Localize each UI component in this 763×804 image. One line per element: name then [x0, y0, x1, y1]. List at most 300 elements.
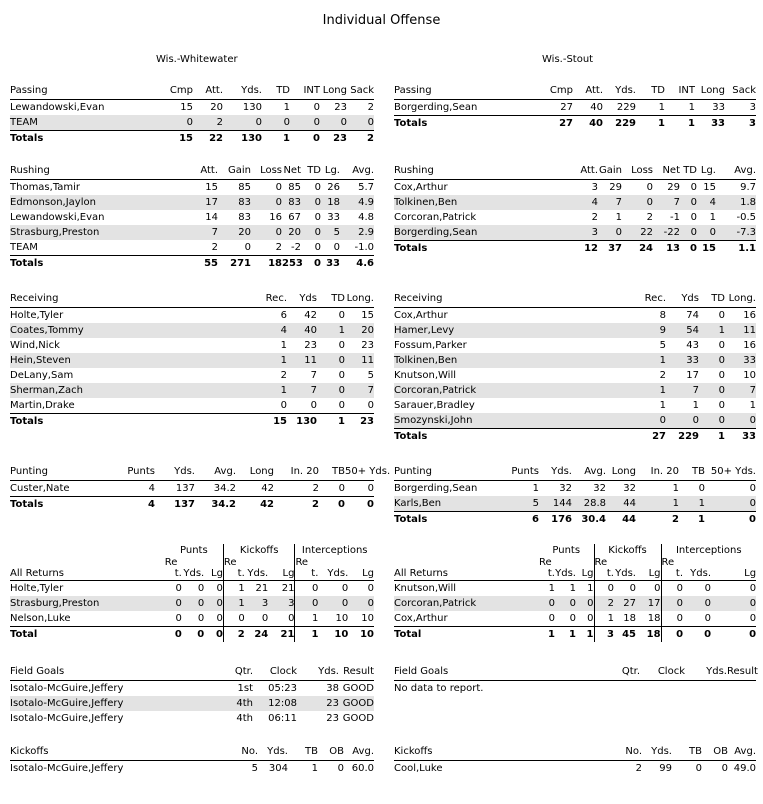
table-row: [10, 681, 374, 697]
stat-cell: 32: [559, 483, 572, 494]
spacer: [394, 557, 539, 568]
group-header: Kickoffs: [594, 544, 661, 557]
table-row: [394, 323, 756, 338]
stat-cell: 3: [591, 182, 598, 193]
group-header: Kickoffs: [223, 544, 295, 557]
player-name: Wind,Nick: [10, 340, 60, 351]
total-cell: 253: [282, 256, 301, 272]
stat-cell: 5: [321, 225, 340, 240]
stat-cell: 3: [245, 596, 268, 611]
column-header: Yds: [287, 291, 317, 308]
stat-cell: 0: [680, 225, 697, 241]
totals-label: Totals: [10, 131, 155, 147]
column-header: Lg: [348, 568, 374, 581]
totals-row: [10, 256, 374, 272]
total-cell: 137: [155, 497, 195, 513]
totals-row: [10, 414, 374, 430]
stat-cell: 23: [361, 340, 374, 351]
player-name: DeLany,Sam: [10, 370, 74, 381]
column-header: t.: [295, 568, 318, 581]
column-header: Lg.: [321, 163, 340, 180]
stat-cell: 5.7: [358, 182, 374, 193]
stat-cell: 18: [647, 613, 661, 624]
column-header: Sack: [725, 83, 756, 100]
stat-cell: 0: [639, 413, 666, 429]
stat-cell: 0: [301, 195, 321, 210]
table-row: [394, 611, 756, 627]
player-name: Borgerding,Sean: [394, 102, 478, 113]
stat-cell: 0: [314, 212, 321, 223]
total-cell: 0: [290, 131, 320, 147]
stat-cell: GOOD: [339, 696, 374, 711]
stat-cell: 1: [587, 583, 594, 594]
table-row: [10, 100, 374, 116]
stat-cell: 0: [654, 583, 661, 594]
header-row: [394, 744, 756, 761]
column-header: Yds.: [258, 744, 288, 761]
stat-cell: 17: [686, 370, 699, 381]
table-row: [10, 596, 374, 611]
stat-cell: 0: [367, 400, 374, 411]
total-cell: 1: [636, 116, 665, 132]
table-row: [10, 225, 374, 240]
stat-cell: 20: [218, 225, 251, 240]
table-row: [10, 323, 374, 338]
rushing-section-right: [394, 163, 756, 256]
player-name: Cool,Luke: [394, 763, 443, 774]
player-name: Fossum,Parker: [394, 340, 467, 351]
stat-cell: 1: [672, 483, 679, 494]
player-name: Knutson,Will: [394, 370, 457, 381]
spacer: [10, 557, 165, 568]
column-header: Yds.: [539, 464, 572, 481]
column-header: Yds.: [297, 664, 339, 681]
player-name: Strasburg,Preston: [10, 596, 165, 611]
column-header: TD: [636, 83, 665, 100]
column-header: Yds.: [615, 568, 636, 579]
column-header: Yds.: [555, 568, 576, 579]
stat-cell: 1st: [237, 683, 253, 694]
total-cell: 0: [301, 256, 321, 272]
total-cell: 34.2: [195, 497, 236, 513]
stat-cell: 0: [280, 400, 287, 411]
page-title: Individual Offense: [322, 13, 441, 28]
stat-cell: 0: [698, 483, 705, 494]
column-header: Avg.: [195, 464, 236, 481]
punting-table: [10, 464, 391, 512]
stat-cell: 144: [539, 496, 572, 512]
table-row: [10, 240, 374, 256]
stat-cell: 0: [622, 195, 653, 210]
column-header: Yds.: [183, 568, 205, 579]
table-row: [10, 338, 374, 353]
stat-cell: 60.0: [351, 763, 374, 774]
table-row: [10, 308, 374, 324]
stat-cell: 7: [725, 383, 756, 398]
group-header: Punts: [552, 545, 581, 556]
column-header: Lg: [636, 568, 661, 581]
column-header: Att.: [188, 163, 218, 180]
column-header: No.: [610, 744, 642, 761]
returns-section-left: [10, 544, 374, 642]
column-header: t.: [223, 568, 244, 581]
stat-cell: 7: [345, 383, 374, 398]
total-cell: 24: [622, 241, 653, 257]
total-cell: 12: [572, 241, 598, 257]
total-cell: 3: [725, 116, 756, 132]
stat-cell: 4th: [236, 713, 253, 724]
stat-cell: 0: [725, 413, 756, 429]
stat-cell: 1: [223, 596, 244, 611]
total-cell: 4.6: [340, 256, 374, 272]
column-header: Long.: [345, 291, 374, 308]
column-header: Yds.: [155, 464, 195, 481]
stat-cell: GOOD: [342, 683, 374, 694]
section-label: Rushing: [10, 163, 188, 180]
total-cell: 15: [255, 414, 287, 430]
stat-cell: 1: [636, 496, 679, 512]
column-header: Re: [661, 557, 683, 568]
column-header: Long.: [725, 291, 756, 308]
total-cell: 271: [218, 256, 251, 272]
total-cell: 18: [636, 627, 661, 643]
rushing-table: [394, 163, 756, 256]
column-header: Net: [653, 163, 680, 180]
kickoffs-section-right: [394, 744, 756, 776]
column-header: Punts: [112, 464, 155, 481]
stat-cell: 17: [188, 195, 218, 210]
stat-cell: 7: [653, 195, 680, 210]
passing-section-right: [394, 83, 756, 131]
section-label: Kickoffs: [10, 744, 226, 761]
player-name: Cox,Arthur: [394, 310, 448, 321]
total-cell: 0: [319, 497, 345, 513]
section-label: Receiving: [10, 291, 255, 308]
spacer: [711, 557, 756, 568]
total-cell: 1: [699, 429, 725, 445]
column-header: Result: [339, 664, 374, 681]
stat-cell: 0: [598, 225, 622, 241]
group-header: Punts: [180, 545, 208, 556]
stat-cell: 4: [148, 483, 155, 494]
stat-cell: 0: [175, 613, 182, 624]
total-cell: 42: [236, 497, 274, 513]
stat-cell: 83: [218, 195, 251, 210]
column-header: In. 20: [274, 464, 319, 481]
totals-label: Totals: [10, 414, 255, 430]
column-header: Long: [695, 83, 725, 100]
spacer: [182, 557, 204, 568]
stat-cell: 2.9: [340, 225, 374, 240]
total-cell: 18: [251, 256, 282, 272]
column-header: Gain: [598, 163, 622, 180]
column-header: OB: [318, 744, 344, 761]
total-cell: 24: [245, 627, 268, 643]
stat-cell: 38: [326, 683, 339, 694]
stat-cell: 1: [283, 102, 290, 113]
total-cell: 2: [347, 131, 374, 147]
stat-cell: 7: [310, 370, 317, 381]
player-name: Sarauer,Bradley: [394, 400, 475, 411]
section-label: Receiving: [394, 291, 639, 308]
totals-row: [394, 512, 756, 528]
stat-cell: 49.0: [733, 763, 756, 774]
total-cell: 10: [318, 627, 348, 643]
total-cell: 22: [193, 131, 223, 147]
stat-cell: 0: [718, 340, 725, 351]
stat-cell: 0: [216, 613, 223, 624]
stat-cell: 7: [598, 195, 622, 210]
stat-cell: 23: [326, 713, 339, 724]
section-label: Punting: [10, 464, 112, 481]
total-cell: 6: [501, 512, 539, 528]
totals-row: [394, 429, 756, 445]
stat-cell: 0: [310, 400, 317, 411]
total-cell: 0: [683, 627, 711, 643]
column-header: Avg.: [344, 744, 374, 761]
punting-table: [394, 464, 756, 527]
stat-cell: 7: [666, 383, 699, 398]
stat-cell: 0: [216, 583, 223, 594]
stat-cell: 33: [725, 353, 756, 368]
stat-cell: 42: [261, 483, 274, 494]
total-cell: 44: [606, 512, 636, 528]
table-row: [394, 180, 756, 196]
stat-cell: 2: [193, 115, 223, 131]
column-header: Lg: [576, 568, 594, 581]
total-cell: 176: [539, 512, 572, 528]
player-name: Lewandowski,Evan: [10, 212, 105, 223]
total-cell: 21: [268, 627, 295, 643]
ret-header-row: [10, 557, 374, 568]
stat-cell: 3: [749, 102, 756, 113]
column-header: INT: [665, 83, 695, 100]
column-header: Yds.: [603, 83, 636, 100]
kickoffs-section-left: [10, 744, 374, 776]
stat-cell: 15: [703, 182, 716, 193]
stat-cell: -22: [653, 225, 680, 241]
stat-cell: 4: [255, 323, 287, 338]
totals-row: [394, 627, 756, 643]
column-header: t.: [594, 568, 614, 581]
player-name: Martin,Drake: [10, 400, 75, 411]
stat-cell: 0: [341, 583, 349, 594]
stat-cell: 99: [659, 763, 672, 774]
total-cell: 130: [223, 131, 262, 147]
stat-cell: 0: [317, 383, 345, 398]
table-row: [10, 353, 374, 368]
stat-cell: 74: [686, 310, 699, 321]
stat-cell: 0: [666, 413, 699, 429]
stat-cell: 0: [704, 583, 712, 594]
table-row: [10, 115, 374, 131]
stat-cell: 0: [290, 115, 320, 131]
table-row: [10, 761, 374, 777]
stat-cell: 27: [560, 102, 573, 113]
spacer: [614, 557, 636, 568]
stat-cell: 29: [667, 182, 680, 193]
column-header: Avg.: [728, 744, 756, 761]
total-cell: 10: [348, 627, 374, 643]
stat-cell: 1: [569, 583, 576, 594]
total-cell: 1: [262, 131, 290, 147]
stat-cell: 33: [666, 353, 699, 368]
totals-row: [394, 241, 756, 257]
stat-cell: 2: [312, 483, 319, 494]
stat-cell: 5: [659, 340, 666, 351]
receiving-section-right: [394, 291, 756, 444]
stat-cell: -1.0: [354, 242, 374, 253]
rushing-section-left: [10, 163, 374, 271]
table-row: [394, 353, 756, 368]
player-name: Nelson,Luke: [10, 613, 71, 624]
stat-cell: 11: [345, 353, 374, 368]
table-row: [394, 195, 756, 210]
stat-cell: 4.9: [340, 195, 374, 210]
stat-cell: 0: [587, 613, 594, 624]
stat-cell: 44: [606, 496, 636, 512]
stat-cell: 21: [281, 583, 295, 594]
stat-cell: 2: [594, 596, 614, 611]
stat-cell: 67: [288, 212, 301, 223]
stat-cell: 0: [314, 242, 321, 253]
section-label: All Returns: [394, 568, 539, 581]
stat-cell: 0: [749, 483, 756, 494]
stat-cell: 2: [367, 102, 374, 113]
passing-table: [10, 83, 374, 146]
stat-cell: 85: [238, 182, 251, 193]
stat-cell: 0: [690, 212, 697, 223]
column-header: Clock: [253, 664, 297, 681]
stat-cell: 1: [594, 611, 614, 627]
column-header: TD: [301, 163, 321, 180]
player-name: Isotalo-McGuire,Jeffery: [10, 713, 124, 724]
column-header: TD: [317, 291, 345, 308]
column-header: TD: [680, 163, 697, 180]
stat-cell: 0: [223, 115, 262, 131]
punting-section-right: [394, 464, 756, 527]
sub-header-row: [10, 568, 374, 581]
header-row: [10, 163, 374, 180]
stat-cell: 5: [501, 496, 539, 512]
column-header: Gain: [218, 163, 251, 180]
stat-cell: -7.3: [716, 225, 756, 241]
stat-cell: 0: [699, 383, 725, 398]
stat-cell: 1.8: [716, 195, 756, 210]
total-cell: 2: [223, 627, 244, 643]
returns-section-right: [394, 544, 756, 642]
stat-cell: 85: [288, 182, 301, 193]
stat-cell: 20: [282, 225, 301, 240]
column-header: Yds: [666, 291, 699, 308]
table-row: [394, 308, 756, 324]
player-name: Hamer,Levy: [394, 323, 639, 338]
totals-label: Totals: [394, 429, 639, 445]
stat-cell: 4: [697, 195, 716, 210]
stat-cell: 2: [635, 763, 642, 774]
stat-cell: 304: [268, 763, 288, 774]
field-goals-table: [10, 664, 374, 726]
stat-cell: 4.8: [358, 212, 374, 223]
table-row: [394, 398, 756, 413]
column-header: Lg.: [697, 163, 716, 180]
player-name: Corcoran,Patrick: [394, 212, 477, 223]
stat-cell: 11: [287, 353, 317, 368]
table-row: [10, 210, 374, 225]
totals-label: Total: [394, 627, 539, 643]
stat-cell: 1: [532, 483, 539, 494]
stat-cell: 7: [287, 383, 317, 398]
stat-cell: 1: [255, 353, 287, 368]
section-label: Kickoffs: [394, 744, 610, 761]
spacer: [394, 544, 539, 557]
stat-cell: 0: [629, 583, 636, 594]
column-header: No.: [226, 744, 258, 761]
column-header: Rec.: [639, 291, 666, 308]
player-name: Isotalo-McGuire,Jeffery: [10, 763, 124, 774]
column-header: In. 20: [636, 464, 679, 481]
total-cell: 27: [639, 429, 666, 445]
stat-cell: 15: [361, 310, 374, 321]
column-header: Re: [223, 557, 244, 568]
total-cell: 1: [317, 414, 345, 430]
column-header: Sack: [347, 83, 374, 100]
kickoffs-table: [10, 744, 374, 776]
table-row: [10, 481, 374, 497]
stat-cell: 0: [721, 763, 728, 774]
player-name: TEAM: [10, 242, 38, 253]
column-header: Loss: [622, 163, 653, 180]
spacer: [10, 544, 165, 557]
stat-cell: 10: [743, 370, 756, 381]
stat-cell: -1: [670, 212, 680, 223]
team-name-home: Wis.-Whitewater: [156, 54, 238, 65]
stat-cell: 22: [622, 225, 653, 241]
stat-cell: 1: [688, 102, 695, 113]
ret-header-row: [394, 557, 756, 568]
sub-header-row: [394, 568, 756, 581]
stat-cell: 11: [725, 323, 756, 338]
stat-cell: 1: [659, 400, 666, 411]
column-header: Yds.: [685, 664, 727, 681]
header-row: [10, 291, 374, 308]
column-header: Avg.: [572, 464, 606, 481]
stat-cell: 40: [590, 102, 603, 113]
column-header: t.: [165, 568, 182, 581]
header-row: [394, 291, 756, 308]
stat-cell: 0: [680, 195, 697, 210]
stat-cell: 0: [594, 581, 614, 597]
stat-cell: 17: [636, 596, 661, 611]
stat-cell: 7: [188, 225, 218, 240]
receiving-table: [10, 291, 374, 429]
stat-cell: 0: [661, 611, 683, 627]
column-header: Qtr.: [220, 664, 253, 681]
table-row: [394, 368, 756, 383]
table-row: [10, 611, 374, 627]
table-row: [10, 368, 374, 383]
stat-cell: 0: [338, 483, 345, 494]
stat-cell: 18: [623, 613, 636, 624]
total-cell: 130: [287, 414, 317, 430]
table-row: [10, 581, 374, 597]
total-cell: 40: [573, 116, 603, 132]
table-row: [10, 711, 374, 726]
stat-cell: 0: [338, 400, 345, 411]
stat-cell: 0: [576, 596, 594, 611]
field-goals-table: [394, 664, 756, 681]
stat-cell: 10: [335, 613, 349, 624]
